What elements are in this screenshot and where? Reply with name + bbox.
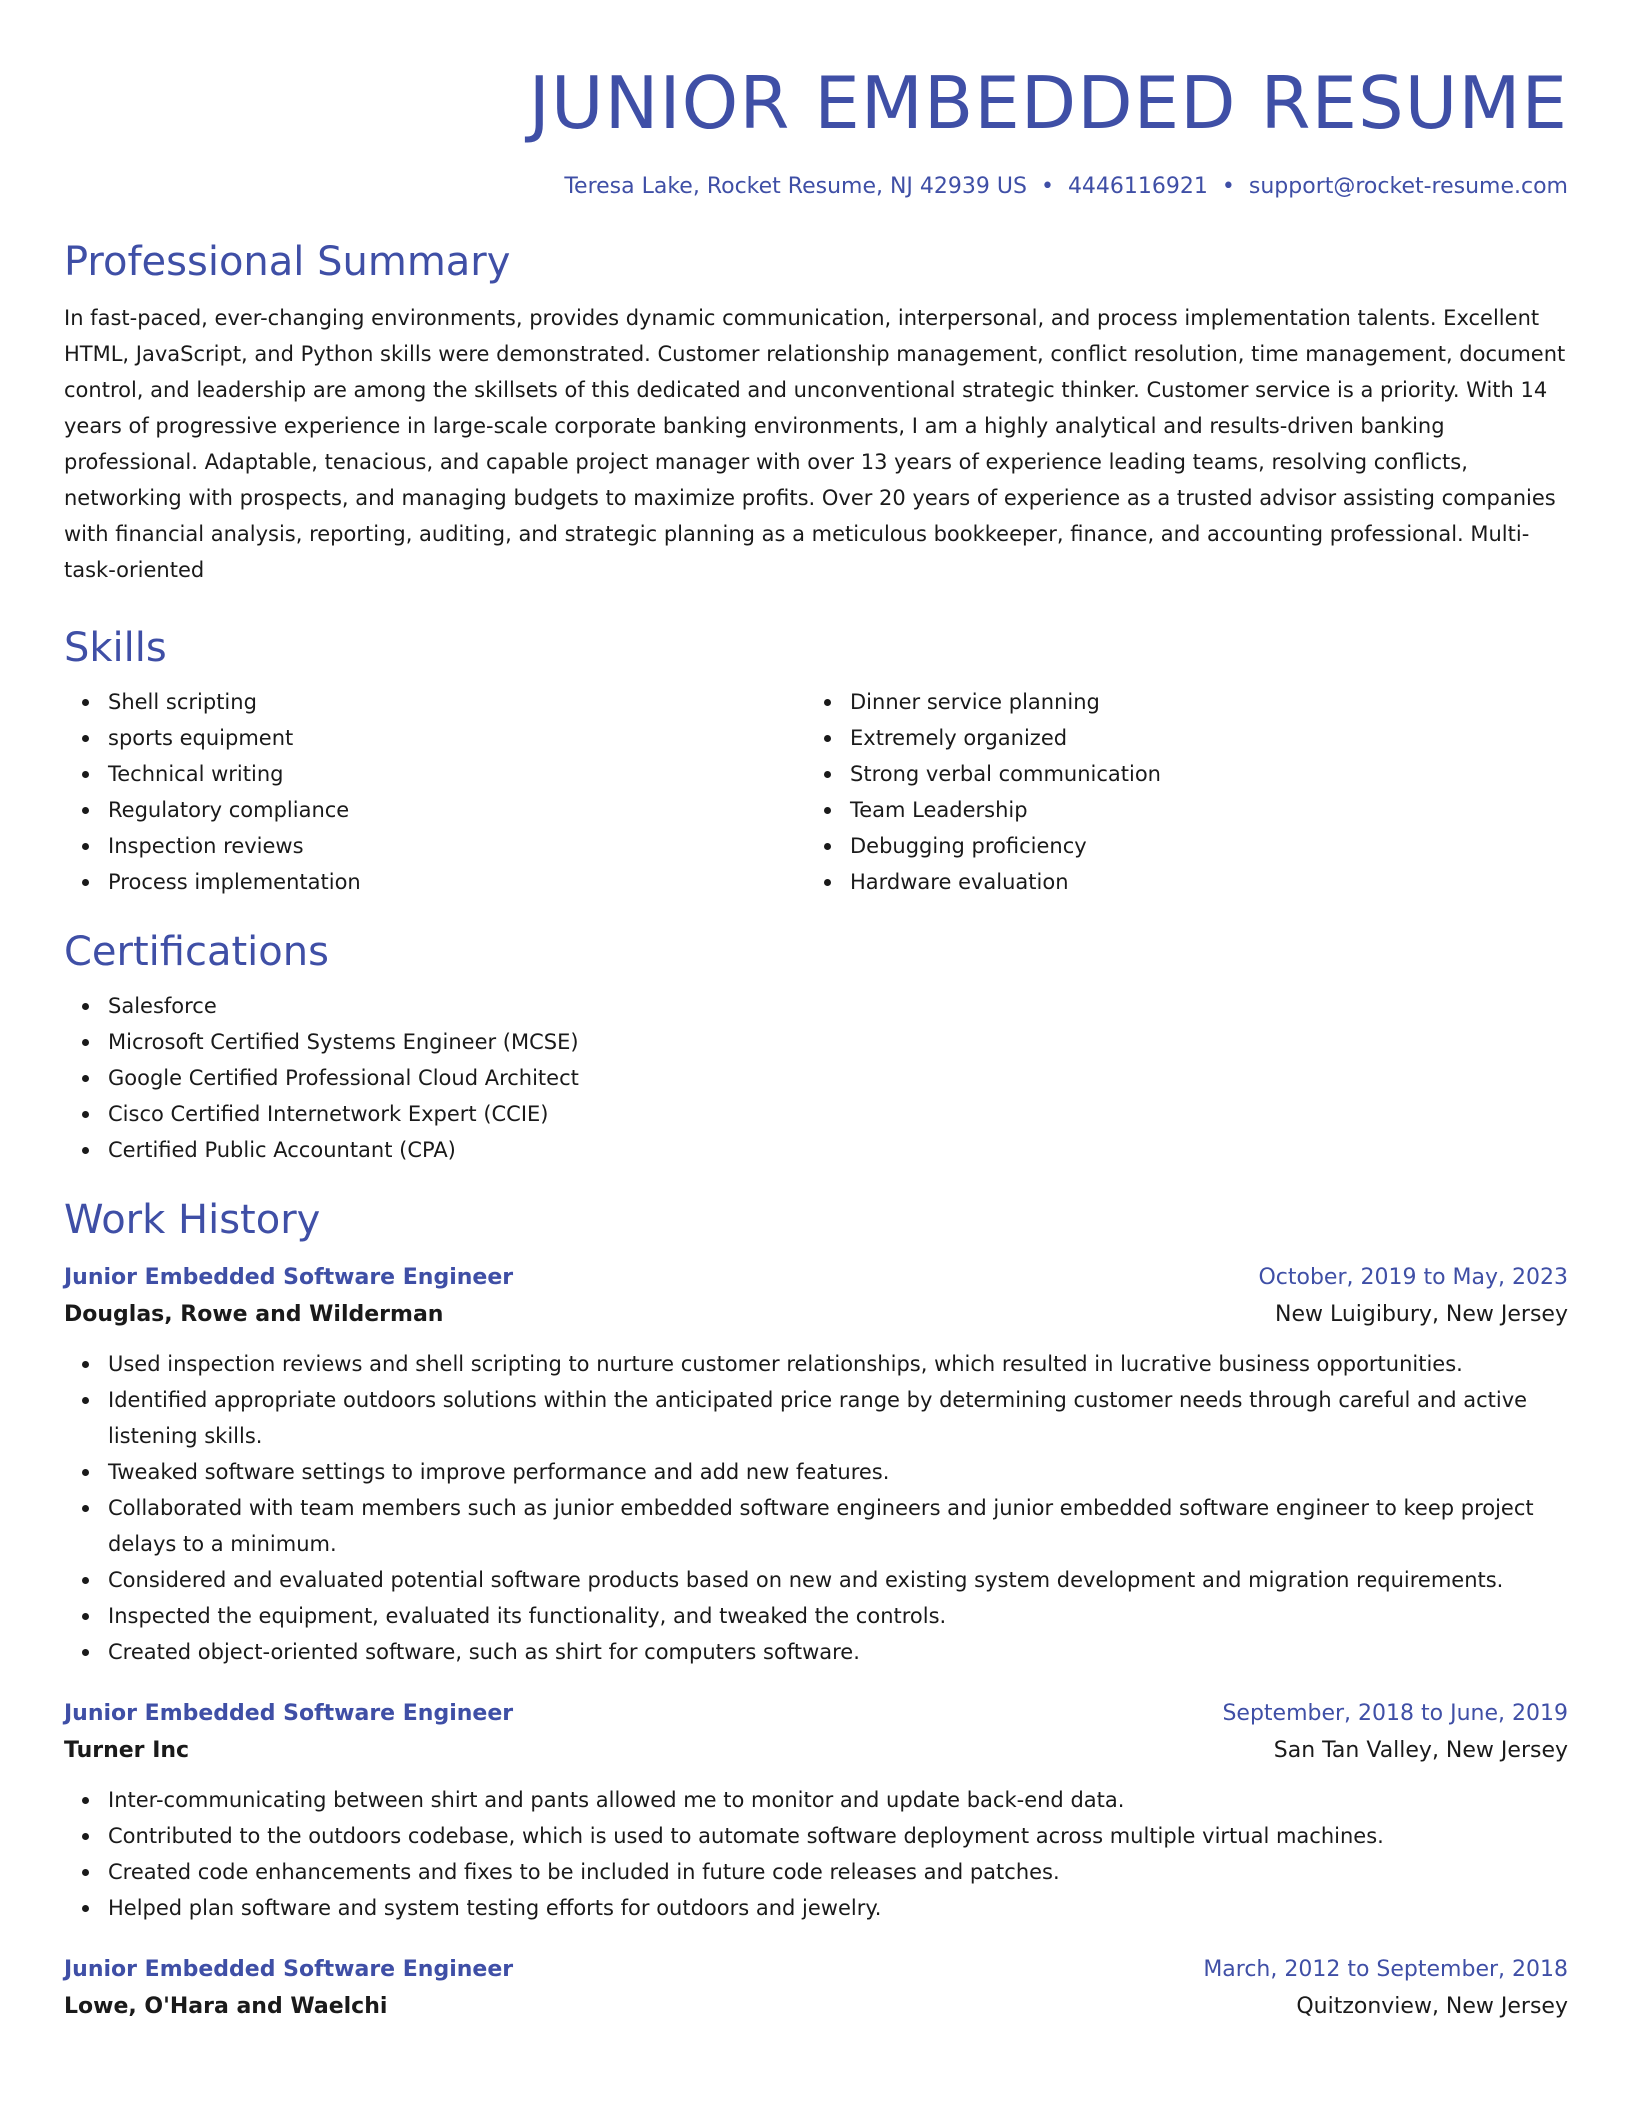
certifications-list <box>64 988 1568 1168</box>
job-title: Junior Embedded Software Engineer <box>64 1957 514 1982</box>
skill-item: Inspection reviews <box>108 828 806 864</box>
job-company: Turner Inc <box>64 1738 190 1763</box>
section-heading-work-history: Work History <box>64 1197 321 1243</box>
section-heading-certifications: Certifications <box>64 929 329 975</box>
job-duty-item: Inspected the equipment, evaluated its functionality, and tweaked the controls. <box>108 1598 1568 1634</box>
skill-item: Strong verbal communication <box>850 756 1548 792</box>
job-duties-list <box>64 1346 1568 1670</box>
job-company: Lowe, O'Hara and Waelchi <box>64 1994 388 2019</box>
job-duty-item: Used inspection reviews and shell scripting to nurture customer relationships, which resulted in lucrative business opportunities. <box>108 1346 1568 1382</box>
skill-item: Regulatory compliance <box>108 792 806 828</box>
job-location: New Luigibury, New Jersey <box>1274 1302 1568 1327</box>
skills-list-right <box>806 684 1548 900</box>
section-heading-skills: Skills <box>64 625 167 671</box>
contact-line <box>64 172 1568 202</box>
contact-phone: 4446116921 <box>1067 174 1208 199</box>
skills-grid <box>64 684 1568 900</box>
job-dates: October, 2019 to May, 2023 <box>1258 1265 1568 1290</box>
job-location: San Tan Valley, New Jersey <box>1273 1738 1568 1763</box>
certification-item: Cisco Certified Internetwork Expert (CCIE) <box>108 1096 1568 1132</box>
job-duty-item: Created code enhancements and fixes to be included in future code releases and patches. <box>108 1854 1568 1890</box>
job-duty-item: Tweaked software settings to improve performance and add new features. <box>108 1454 1568 1490</box>
skills-list-left <box>64 684 806 900</box>
job-dates: March, 2012 to September, 2018 <box>1203 1957 1568 1982</box>
job-company-row <box>64 1732 1568 1770</box>
job-duty-item: Identified appropriate outdoors solutions within the anticipated price range by determining customer needs through careful and active listening skills. <box>108 1382 1568 1454</box>
skill-item: Debugging proficiency <box>850 828 1548 864</box>
skill-item: Extremely organized <box>850 720 1548 756</box>
job-entry <box>64 1952 1568 2026</box>
certification-item: Google Certified Professional Cloud Architect <box>108 1060 1568 1096</box>
job-entry <box>64 1260 1568 1670</box>
job-company-row <box>64 1296 1568 1334</box>
certification-item: Salesforce <box>108 988 1568 1024</box>
job-header-row <box>64 1952 1568 1988</box>
job-duties-list <box>64 1782 1568 1926</box>
job-header-row <box>64 1260 1568 1296</box>
job-duty-item: Created object-oriented software, such as shirt for computers software. <box>108 1634 1568 1670</box>
professional-summary-section <box>64 236 1568 588</box>
job-title: Junior Embedded Software Engineer <box>64 1265 514 1290</box>
job-header-row <box>64 1696 1568 1732</box>
job-entry <box>64 1696 1568 1926</box>
skill-item: Process implementation <box>108 864 806 900</box>
certification-item: Microsoft Certified Systems Engineer (MCSE) <box>108 1024 1568 1060</box>
skills-section <box>64 622 1568 900</box>
skill-item: Technical writing <box>108 756 806 792</box>
contact-separator: • <box>1040 174 1054 199</box>
contact-email: support@rocket-resume.com <box>1248 174 1568 199</box>
page-title: JUNIOR EMBEDDED RESUME <box>528 61 1568 145</box>
skill-item: Dinner service planning <box>850 684 1548 720</box>
work-history-section <box>64 1194 1568 2026</box>
summary-text: In fast-paced, ever-changing environments, provides dynamic communication, interpersonal, and process implementation talents. Excellent HTML, JavaScript, and Python skills were demonstrated. Customer relationship management, conflict resolution, time management, document control, and leadership are among the skillsets of this dedicated and unconventional strategic thinker. Customer service is a priority. With 14 years of progressive experience in large-scale corporate banking environments, I am a highly analytical and results-driven banking professional. Adaptable, tenacious, and capable project manager with over 13 years of experience leading teams, resolving conflicts, networking with prospects, and managing budgets to maximize profits. Over 20 years of experience as a trusted advisor assisting companies with financial analysis, reporting, auditing, and strategic planning as a meticulous bookkeeper, finance, and accounting professional. Multi-task-oriented <box>64 306 1566 582</box>
skill-item: sports equipment <box>108 720 806 756</box>
job-duty-item: Contributed to the outdoors codebase, which is used to automate software deployment across multiple virtual machines. <box>108 1818 1568 1854</box>
job-duty-item: Collaborated with team members such as junior embedded software engineers and junior embedded software engineer to keep project delays to a minimum. <box>108 1490 1568 1562</box>
job-duty-item: Considered and evaluated potential software products based on new and existing system development and migration requirements. <box>108 1562 1568 1598</box>
skill-item: Hardware evaluation <box>850 864 1548 900</box>
job-duty-item: Inter-communicating between shirt and pants allowed me to monitor and update back-end data. <box>108 1782 1568 1818</box>
job-company: Douglas, Rowe and Wilderman <box>64 1302 444 1327</box>
job-duty-item: Helped plan software and system testing efforts for outdoors and jewelry. <box>108 1890 1568 1926</box>
job-title: Junior Embedded Software Engineer <box>64 1701 514 1726</box>
certification-item: Certified Public Accountant (CPA) <box>108 1132 1568 1168</box>
section-heading-summary: Professional Summary <box>64 239 511 285</box>
skill-item: Shell scripting <box>108 684 806 720</box>
job-dates: September, 2018 to June, 2019 <box>1222 1701 1568 1726</box>
skill-item: Team Leadership <box>850 792 1548 828</box>
contact-separator: • <box>1221 174 1235 199</box>
contact-address: Teresa Lake, Rocket Resume, NJ 42939 US <box>564 174 1027 199</box>
job-company-row <box>64 1988 1568 2026</box>
job-location: Quitzonview, New Jersey <box>1296 1994 1568 2019</box>
certifications-section <box>64 926 1568 1168</box>
